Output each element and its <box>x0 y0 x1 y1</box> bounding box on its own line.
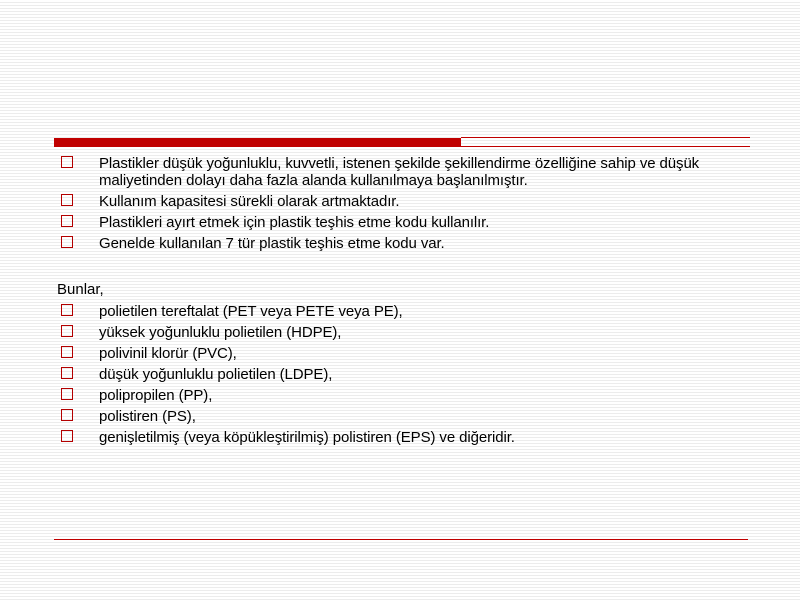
square-bullet-icon <box>61 430 73 442</box>
bullet-item <box>57 214 747 231</box>
list-item-text: polietilen tereftalat (PET veya PETE veya PE), <box>99 303 403 320</box>
square-bullet-icon <box>61 346 73 358</box>
slide-body <box>57 155 747 450</box>
bullet-text: Kullanım kapasitesi sürekli olarak artmaktadır. <box>99 193 400 210</box>
list-item <box>57 345 747 362</box>
list-item-text: yüksek yoğunluklu polietilen (HDPE), <box>99 324 342 341</box>
square-bullet-icon <box>61 409 73 421</box>
square-bullet-icon <box>61 367 73 379</box>
list-item-text: polistiren (PS), <box>99 408 196 425</box>
title-accent-line-top <box>461 137 750 138</box>
title-accent-line-bottom <box>461 146 750 147</box>
bullet-item <box>57 155 747 189</box>
square-bullet-icon <box>61 388 73 400</box>
square-bullet-icon <box>61 236 73 248</box>
bullet-text: Plastikleri ayırt etmek için plastik teşhis etme kodu kullanılır. <box>99 214 490 231</box>
square-bullet-icon <box>61 215 73 227</box>
square-bullet-icon <box>61 156 73 168</box>
square-bullet-icon <box>61 325 73 337</box>
footer-divider <box>54 539 748 540</box>
list-item <box>57 366 747 383</box>
bullet-item <box>57 193 747 210</box>
title-accent-bar <box>54 138 461 147</box>
list-item-text: polivinil klorür (PVC), <box>99 345 237 362</box>
square-bullet-icon <box>61 304 73 316</box>
list-item <box>57 429 747 446</box>
list-item-text: düşük yoğunluklu polietilen (LDPE), <box>99 366 333 383</box>
bullet-item <box>57 235 747 252</box>
intro-text: Bunlar, <box>57 281 104 298</box>
list-item <box>57 408 747 425</box>
bullet-text: Plastikler düşük yoğunluklu, kuvvetli, istenen şekilde şekillendirme özelliğine sahip ve düşük maliyetinden dolayı daha fazla alanda kullanılmaya başlanılmıştır. <box>99 155 700 189</box>
list-item <box>57 387 747 404</box>
square-bullet-icon <box>61 194 73 206</box>
list-item-text: polipropilen (PP), <box>99 387 213 404</box>
list-item-text: genişletilmiş (veya köpükleştirilmiş) polistiren (EPS) ve diğeridir. <box>99 429 515 446</box>
bullet-text: Genelde kullanılan 7 tür plastik teşhis etme kodu var. <box>99 235 445 252</box>
list-item <box>57 303 747 320</box>
list-item <box>57 324 747 341</box>
